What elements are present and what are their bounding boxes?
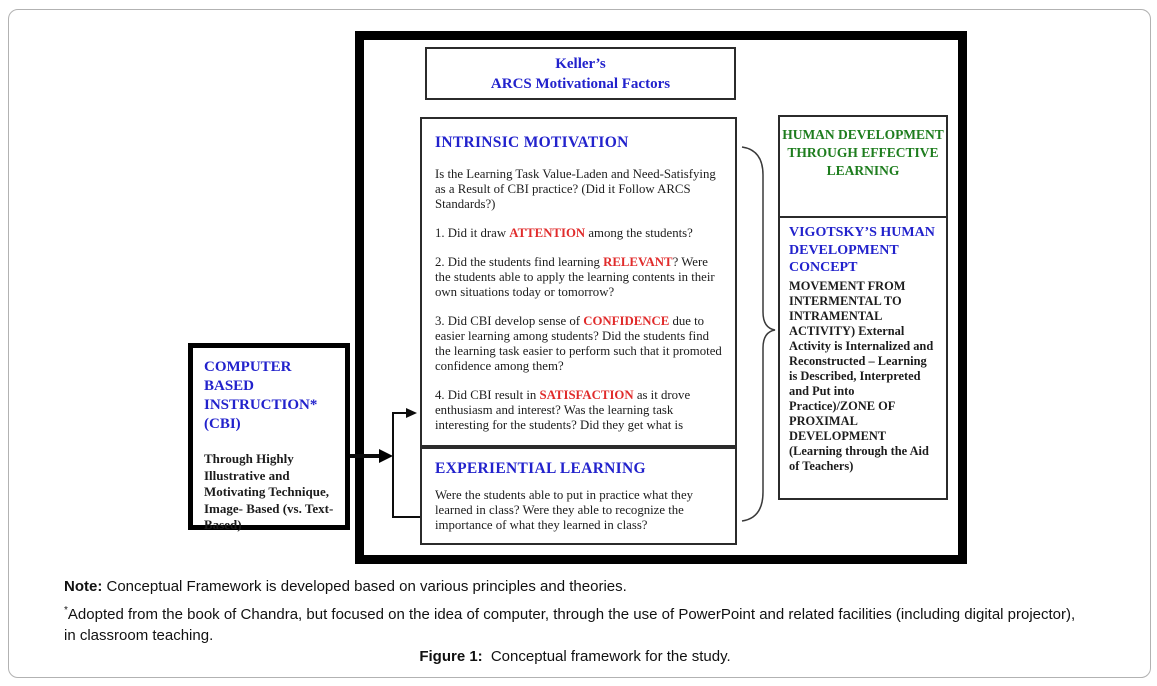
- question-text: ? Were the students able to apply the learning contents in their own situations today or tomorrow?: [435, 255, 715, 299]
- keller-title-line2: ARCS Motivational Factors: [490, 76, 671, 92]
- figure-caption-text: Conceptual framework for the study.: [486, 648, 731, 665]
- question-text: among the students?: [585, 226, 693, 240]
- figure-notes: [64, 576, 1086, 667]
- question-text: due to easier learning among students? Did the students find the learning task easier to perform such that it promoted confidence among them?: [435, 314, 722, 373]
- intrinsic-intro-text: Is the Learning Task Value-Laden and Need-Satisfying as a Result of CBI practice? (Did it Follow ARCS Standards?): [435, 167, 716, 211]
- arcs-question-4: [435, 388, 722, 433]
- experiential-learning-text: Were the students able to put in practice what they learned in class? Were they able to recognize the importance of what they learned in class?: [435, 488, 694, 532]
- question-text: as it drove enthusiasm and interest? Was the learning task interesting for the students? Did they get what is: [435, 388, 691, 432]
- figure-caption: [64, 646, 1086, 667]
- intrinsic-motivation-box: [420, 117, 737, 447]
- cbi-description: Through Highly Illustrative and Motivating Technique, Image- Based (vs. Text-Based): [204, 451, 334, 532]
- keller-title-line1: Keller’s: [555, 56, 606, 72]
- human-development-outcome-title: HUMAN DEVELOPMENT THROUGH EFFECTIVE LEARNING: [782, 127, 944, 178]
- footnote-line: [64, 600, 1086, 646]
- vigotsky-concept-text: MOVEMENT FROM INTERMENTAL TO INTRAMENTAL ACTIVITY) External Activity is Internalized and Reconstructed – Learning is Described, Interpreted and Put into Practice)/ZONE OF PROXIMAL DEVELOPMENT (Learning through the Aid of Teachers): [789, 278, 934, 473]
- arcs-keyword-confidence: CONFIDENCE: [583, 314, 670, 328]
- footnote-marker: *: [64, 605, 68, 616]
- arcs-question-3: [435, 314, 722, 374]
- keller-arcs-title-box: [425, 47, 736, 100]
- split-bracket-arrowhead-icon: [406, 408, 417, 418]
- vigotsky-concept-title: VIGOTSKY’S HUMAN DEVELOPMENT CONCEPT: [789, 225, 935, 275]
- split-bracket-vertical: [392, 412, 394, 518]
- figure-caption-label: Figure 1:: [419, 648, 483, 665]
- question-text: 1. Did it draw: [435, 226, 510, 240]
- note-line: [64, 576, 1086, 597]
- right-curly-brace: [736, 140, 778, 526]
- note-label: Note:: [64, 578, 103, 595]
- experiential-learning-title: EXPERIENTIAL LEARNING: [435, 460, 646, 477]
- note-text: Conceptual Framework is developed based on various principles and theories.: [102, 578, 627, 595]
- footnote-text: Adopted from the book of Chandra, but focused on the idea of computer, through the use of PowerPoint and related facilities (including digital projector), in classroom teaching.: [64, 606, 1076, 644]
- cbi-arrowhead-icon: [379, 449, 393, 463]
- vigotsky-concept-box: [778, 216, 948, 500]
- question-text: 2. Did the students find learning: [435, 255, 604, 269]
- cbi-title: COMPUTER BASED INSTRUCTION* (CBI): [204, 359, 318, 432]
- arcs-question-1: [435, 226, 722, 241]
- arcs-keyword-attention: ATTENTION: [509, 226, 586, 240]
- split-bracket-top-line: [392, 412, 407, 414]
- question-text: 3. Did CBI develop sense of: [435, 314, 584, 328]
- cbi-box: [188, 343, 350, 530]
- arcs-question-2: [435, 255, 722, 300]
- question-text: 4. Did CBI result in: [435, 388, 540, 402]
- human-development-outcome-box: [778, 115, 948, 218]
- intrinsic-motivation-title: INTRINSIC MOTIVATION: [435, 134, 629, 151]
- arcs-keyword-satisfaction: SATISFACTION: [539, 388, 634, 402]
- cbi-arrow-shaft: [350, 454, 380, 458]
- experiential-learning-box: [420, 447, 737, 545]
- arcs-keyword-relevant: RELEVANT: [603, 255, 673, 269]
- split-bracket-bottom-line: [392, 516, 420, 518]
